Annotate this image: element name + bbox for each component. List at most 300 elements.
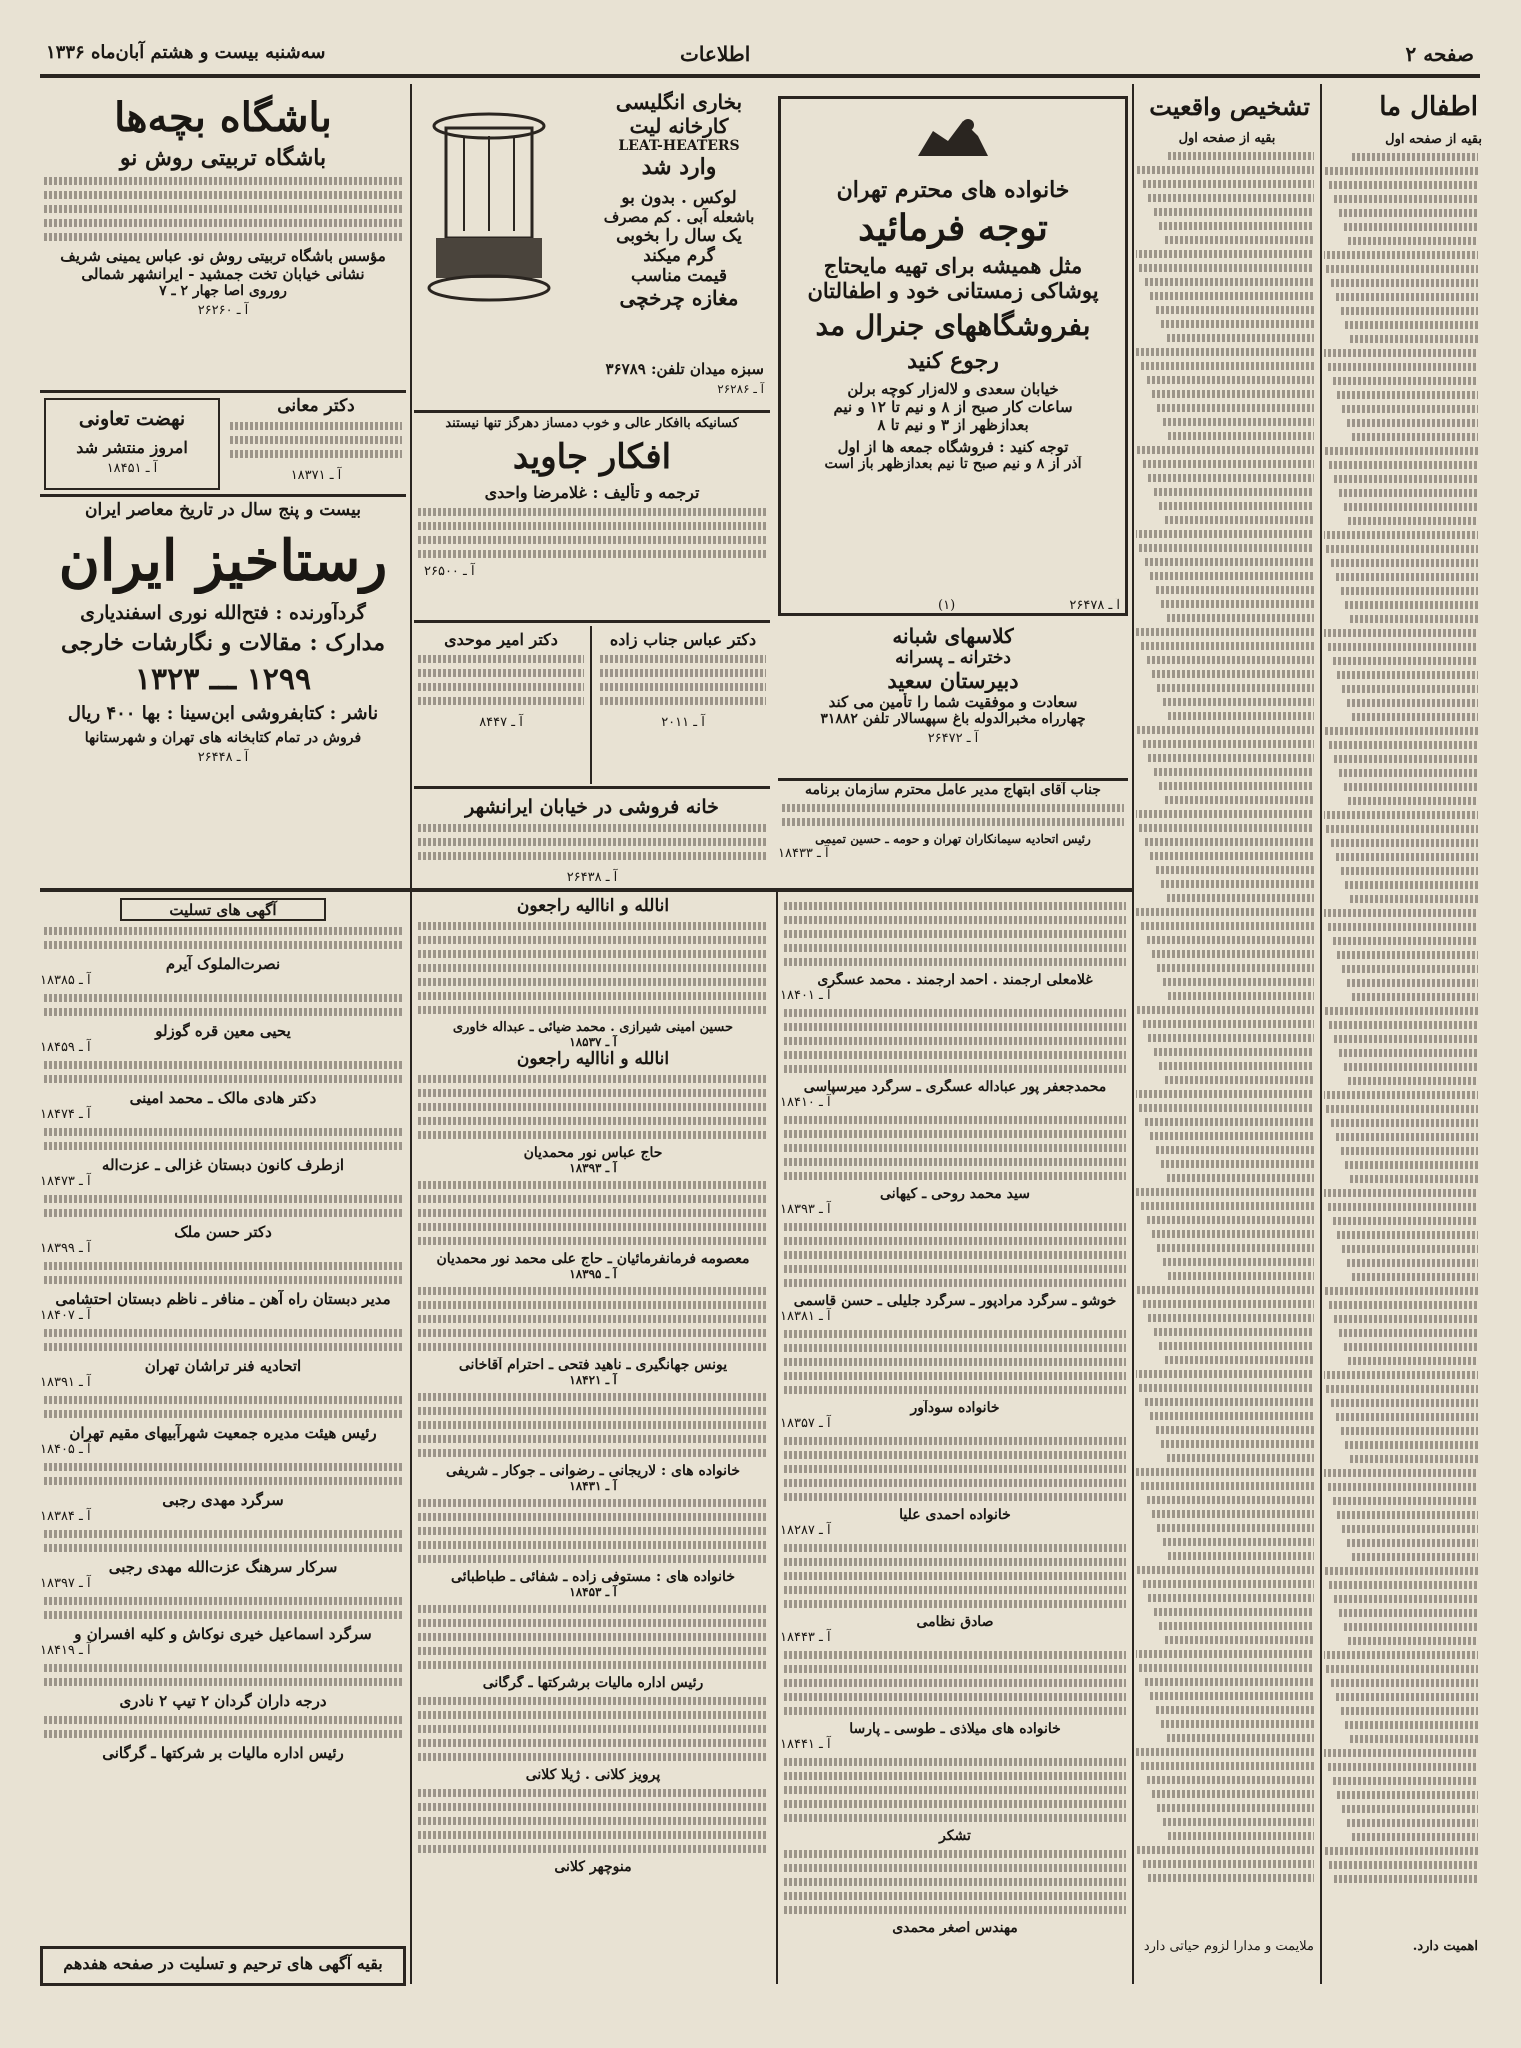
text-line [1326, 1105, 1478, 1113]
obituary-name: پرویز کلانی . ژیلا کلانی [525, 1767, 661, 1783]
text-line [1156, 586, 1314, 594]
text-line [1339, 209, 1478, 217]
text-line [1168, 432, 1314, 440]
section-title: آگهی های تسلیت [169, 901, 277, 919]
condolence-name: سرگرد اسماعیل خیری نوکاش و کلیه افسران و [74, 1625, 372, 1643]
column-rule [1320, 84, 1322, 1984]
text-line [1331, 1679, 1478, 1687]
text-line [1342, 1245, 1478, 1253]
text-line [1167, 1174, 1314, 1182]
text-line [1145, 1118, 1314, 1126]
text-line [1147, 376, 1314, 384]
text-line [1324, 1189, 1478, 1197]
condolence-item [40, 1061, 406, 1122]
ad-ref: آ ـ ۱۸۴۲۱ [569, 1373, 617, 1387]
ad-ref: آ ـ ۱۸۳۹۹ [40, 1241, 91, 1256]
ad-line: مدارک : مقالات و نگارشات خارجی [61, 630, 385, 656]
text-line [1139, 264, 1314, 272]
text-line [1156, 1706, 1314, 1714]
text-line [1154, 1608, 1314, 1616]
obituary-name: مهندس اصغر محمدی [892, 1920, 1018, 1936]
condolence-item [40, 1463, 406, 1524]
text-line [1137, 446, 1314, 454]
text-line [1352, 433, 1478, 441]
text-line [1161, 1440, 1314, 1448]
condolence-item [40, 1195, 406, 1256]
text-line [1141, 1202, 1314, 1210]
text-line [1148, 1874, 1314, 1882]
text-line [1326, 545, 1478, 553]
text-line [1168, 712, 1314, 720]
condolence-item [40, 1664, 406, 1710]
ad-line: رئیس اتحادیه سیمانکاران تهران و حومه ـ حسین تمیمی [815, 832, 1091, 846]
ad-ref: آ ـ ۱۸۳۸۵ [40, 973, 91, 988]
ad-ref: آ ـ ۱۸۴۵۳ [569, 1585, 617, 1599]
text-line [1352, 1553, 1478, 1561]
text-line [1329, 461, 1478, 469]
ad-line: وارد شد [641, 154, 717, 180]
condolence-name: مدیر دبستان راه آهن ـ منافر ـ ناظم دبستان احتشامی [55, 1290, 391, 1308]
ad-heater [414, 86, 770, 406]
text-line [1333, 657, 1478, 665]
condolence-item [40, 927, 406, 988]
text-line [1150, 292, 1314, 300]
continued-footer [40, 1946, 406, 1986]
condolence-column [40, 896, 406, 1986]
text-line [1154, 1328, 1314, 1336]
text-line [1324, 251, 1478, 259]
text-line [1145, 558, 1314, 566]
text-line [1352, 1273, 1478, 1281]
text-line [1345, 321, 1478, 329]
ad-headline: جناب آقای ابتهاج مدیر عامل محترم سازمان برنامه [805, 782, 1101, 798]
text-line [1344, 503, 1478, 511]
text-line [1348, 1637, 1478, 1645]
ad-ref: آ ـ ۱۸۴۱۹ [40, 1643, 91, 1658]
text-line [1154, 1048, 1314, 1056]
text-line [1157, 1524, 1314, 1532]
section-rule [40, 888, 1132, 892]
text-line [1152, 950, 1314, 958]
obituaries-middle [414, 896, 772, 1986]
text-line [1168, 1832, 1314, 1840]
text-line [1137, 1286, 1314, 1294]
ad-ref: آ ـ ۱۸۴۰۷ [40, 1308, 91, 1323]
header-rule [40, 74, 1480, 78]
condolence-list [40, 927, 406, 1762]
text-line [1339, 769, 1478, 777]
ad-line: سعادت و موفقیت شما را تأمین می کند [828, 693, 1078, 711]
ad-general-mode [778, 96, 1128, 616]
text-line [1341, 867, 1478, 875]
text-line [1329, 1301, 1478, 1309]
text-line [1148, 754, 1314, 762]
text-line [1165, 796, 1314, 804]
text-line [1136, 1748, 1314, 1756]
text-line [1168, 1272, 1314, 1280]
ad-line: توجه کنید : فروشگاه جمعه ها از اول [837, 438, 1069, 456]
text-line [1342, 405, 1478, 413]
obituary-name: خانواده های میلاذی ـ طوسی ـ پارسا [849, 1721, 1061, 1737]
text-line [1145, 838, 1314, 846]
obituary-name: خوشو ـ سرگرد مرادپور ـ سرگرد جلیلی ـ حسن قاسمی [793, 1293, 1117, 1309]
ad-line: خانواده های محترم تهران [836, 177, 1070, 203]
condolence-name: سرگرد مهدی رجبی [162, 1491, 284, 1509]
text-line [1141, 1762, 1314, 1770]
text-line [1161, 320, 1314, 328]
text-line [1145, 1678, 1314, 1686]
text-line [1159, 502, 1314, 510]
text-line [1143, 1580, 1314, 1588]
text-line [1137, 1006, 1314, 1014]
ad-ref-row [778, 598, 1128, 620]
text-line [1137, 1846, 1314, 1854]
ad-line: آذر از ۸ و نیم صبح تا نیم بعدازظهر باز است [824, 456, 1082, 472]
text-line [1154, 768, 1314, 776]
ad-ref: آ ـ ۱۸۴۰۱ [780, 988, 831, 1003]
text-line [1341, 1427, 1478, 1435]
text-line [1157, 1804, 1314, 1812]
text-line [1136, 1188, 1314, 1196]
text-line [1324, 1371, 1478, 1379]
text-line [1168, 152, 1314, 160]
text-line [1328, 643, 1478, 651]
text-line [1147, 936, 1314, 944]
condolence-name: درجه داران گردان ۲ تیپ ۲ نادری [119, 1692, 327, 1710]
text-line [1329, 181, 1478, 189]
text-line [1136, 1090, 1314, 1098]
article-end: ملایمت و مدارا لزوم حیاتی دارد [1143, 1939, 1314, 1954]
text-line [1148, 194, 1314, 202]
ad-ref: آ ـ ۲۶۲۸۶ [717, 382, 764, 396]
text-line [1152, 390, 1314, 398]
text-line [1333, 1217, 1478, 1225]
text-line [1148, 1314, 1314, 1322]
text-line [1165, 1636, 1314, 1644]
text-line [1163, 698, 1314, 706]
text-line [1345, 1441, 1478, 1449]
text-line [1337, 951, 1478, 959]
ad-headline: دکتر امیر موحدی [444, 630, 558, 649]
text-line [1352, 153, 1478, 161]
ad-headline: افکار جاوید [512, 437, 672, 477]
text-line [1137, 726, 1314, 734]
text-line [1324, 1749, 1478, 1757]
text-line [1325, 727, 1478, 735]
text-line [1337, 391, 1478, 399]
ad-ref: آ ـ ۱۸۲۸۷ [780, 1523, 831, 1538]
ad-ref: آ ـ ۱۸۴۷۴ [40, 1107, 91, 1122]
text-line [1336, 293, 1478, 301]
text-line [1326, 825, 1478, 833]
text-line [1334, 755, 1478, 763]
ad-headline: کلاسهای شبانه [892, 624, 1014, 648]
text-line [1324, 629, 1478, 637]
text-line [1350, 1455, 1478, 1463]
ad-ref: آ ـ ۱۸۳۸۴ [40, 1509, 91, 1524]
text-line [1165, 1076, 1314, 1084]
text-line [1136, 250, 1314, 258]
text-line [1345, 1721, 1478, 1729]
text-line [1136, 810, 1314, 818]
ad-headline: نهضت تعاونی [78, 408, 186, 430]
text-line [1345, 601, 1478, 609]
text-line [1350, 615, 1478, 623]
text-line [1324, 1651, 1478, 1659]
ad-ref: آ ـ ۲۶۴۷۸ [1069, 598, 1120, 613]
text-line [1347, 699, 1478, 707]
text-line [1325, 447, 1478, 455]
text-line [1347, 1819, 1478, 1827]
text-line [1139, 1104, 1314, 1112]
text-line [1136, 628, 1314, 636]
page-number: صفحه ۲ [1405, 42, 1474, 66]
ad-headline: دبیرستان سعید [887, 668, 1019, 693]
text-line [1150, 1132, 1314, 1140]
text-line [1150, 1692, 1314, 1700]
text-line [1341, 587, 1478, 595]
text-line [1339, 1329, 1478, 1337]
text-line [1324, 349, 1478, 357]
text-line [1324, 811, 1478, 819]
ad-line: فروش در تمام کتابخانه های تهران و شهرستانها [84, 730, 362, 746]
text-line [1325, 1007, 1478, 1015]
obituary-title: انالله و اناالیه راجعون [516, 896, 670, 916]
text-line [1145, 1398, 1314, 1406]
text-line [1328, 363, 1478, 371]
section-rule [40, 390, 406, 393]
ad-ref: آ ـ ۲۶۴۴۸ [197, 750, 249, 765]
text-line [1165, 236, 1314, 244]
ad-line: یک سال را بخوبی [616, 226, 742, 246]
ad-line: لوکس . بدون بو [621, 188, 737, 208]
text-line [1341, 1707, 1478, 1715]
text-line [1337, 1231, 1478, 1239]
column-rule [410, 84, 412, 1984]
text-line [1143, 1860, 1314, 1868]
ad-ref: آ ـ ۱۸۳۸۱ [780, 1309, 831, 1324]
section-rule [414, 410, 770, 413]
ad-ref: آ ـ ۱۸۳۹۱ [40, 1375, 91, 1390]
obituary-name: خانواده احمدی علیا [899, 1507, 1011, 1523]
text-line [1141, 1482, 1314, 1490]
ad-gratitude [778, 782, 1128, 886]
brand-logo [908, 111, 998, 171]
text-line [1137, 166, 1314, 174]
text-line [1325, 1847, 1478, 1855]
article-body [1324, 153, 1482, 1883]
text-line [1152, 1790, 1314, 1798]
ad-ref: آ ـ ۲۶۴۷۲ [927, 731, 979, 746]
obituary-name: معصومه فرمانفرمائیان ـ حاج علی محمد نور محمدیان [436, 1251, 750, 1267]
ad-line: باشگاه تربیتی روش نو [119, 145, 327, 171]
text-line [1324, 1091, 1478, 1099]
condolence-name: دکتر هادی مالک ـ محمد امینی [129, 1089, 317, 1107]
ad-ref: آ ـ ۱۸۴۱۰ [780, 1095, 831, 1110]
text-line [1341, 307, 1478, 315]
obituary-name: تشکر [939, 1828, 971, 1844]
text-line [1350, 1735, 1478, 1743]
text-line [1143, 460, 1314, 468]
section-rule [414, 786, 770, 789]
ad-book-rastakhiz [40, 500, 406, 884]
ad-ref: آ ـ ۲۰۱۱ [661, 715, 705, 730]
ad-line: بیست و پنج سال در تاریخ معاصر ایران [85, 500, 361, 520]
text-line [1325, 167, 1478, 175]
column-rule [776, 890, 778, 1984]
ad-evening-class [778, 624, 1128, 776]
text-line [1342, 1805, 1478, 1813]
ad-ref: آ ـ ۱۸۳۹۳ [780, 1202, 831, 1217]
text-line [1165, 516, 1314, 524]
ad-line: دخترانه ـ پسرانه [895, 648, 1011, 668]
text-line [1348, 797, 1478, 805]
text-line [1325, 1567, 1478, 1575]
text-line [1328, 923, 1478, 931]
text-line [1150, 572, 1314, 580]
text-line [1141, 642, 1314, 650]
ad-line: امروز منتشر شد [76, 438, 188, 457]
text-line [1136, 530, 1314, 538]
ad-line: LEAT-HEATERS [618, 138, 740, 154]
text-line [1161, 1720, 1314, 1728]
issue-date: سه‌شنبه بیست و هشتم آبان‌ماه ۱۳۳۶ [46, 42, 326, 63]
text-line [1348, 1357, 1478, 1365]
text-line [1339, 1609, 1478, 1617]
text-line [1337, 1511, 1478, 1519]
text-line [1163, 418, 1314, 426]
ad-number: (۱) [938, 598, 956, 613]
obituary-title: انالله و اناالیه راجعون [516, 1049, 670, 1069]
text-line [1333, 377, 1478, 385]
ad-headline: دکتر معانی [277, 396, 355, 416]
article-end: اهمیت دارد. [1412, 1939, 1478, 1954]
obituary-name: یونس جهانگیری ـ ناهید فتحی ـ احترام آقاخانی [458, 1357, 728, 1373]
text-line [1344, 1623, 1478, 1631]
ad-ref: آ ـ ۲۶۴۳۸ [566, 870, 618, 885]
ad-line: ناشر : کتابفروشی ابن‌سینا : بها ۴۰۰ ریال [67, 703, 379, 724]
text-line [1156, 306, 1314, 314]
text-line [1145, 278, 1314, 286]
text-line [1159, 1342, 1314, 1350]
text-line [1331, 279, 1478, 287]
ad-ref: آ ـ ۲۶۵۰۰ [424, 564, 475, 579]
obituary-name: محمدجعفر پور عباداله عسگری ـ سرگرد میرسپاسی [803, 1079, 1107, 1095]
text-line [1167, 334, 1314, 342]
text-line [1161, 880, 1314, 888]
text-line [1139, 824, 1314, 832]
text-line [1147, 1496, 1314, 1504]
article-body [1136, 152, 1318, 1882]
obituary-name: منوچهر کلانی [554, 1859, 632, 1875]
text-line [1334, 1595, 1478, 1603]
obituary-name: رئیس اداره مالیات برشرکتها ـ گرگانی [482, 1675, 704, 1691]
continued-note: بقیه از صفحه اول [1178, 131, 1276, 146]
condolence-name: نصرت‌الملوک آیرم [165, 955, 281, 973]
page-header [40, 34, 1480, 74]
ad-line: نشانی خیابان تخت جمشید - ایرانشهر شمالی [81, 265, 365, 283]
text-line [1326, 1385, 1478, 1393]
text-line [1348, 517, 1478, 525]
text-line [1344, 1343, 1478, 1351]
text-line [1329, 1021, 1478, 1029]
text-line [1157, 964, 1314, 972]
text-line [1159, 782, 1314, 790]
ad-line: ترجمه و تألیف : غلامرضا واحدی [484, 483, 700, 502]
text-line [1344, 783, 1478, 791]
ad-line: مثل همیشه برای تهیه مایحتاج [823, 253, 1083, 278]
ad-doctors [414, 626, 770, 784]
text-line [1333, 937, 1478, 945]
condolence-item [40, 1396, 406, 1457]
ad-doctor-maani [226, 396, 406, 492]
section-rule [40, 494, 406, 497]
obituary-name: غلامعلی ارجمند . احمد ارجمند . محمد عسگری [817, 972, 1093, 988]
ad-line: بخاری انگلیسی [615, 90, 743, 114]
text-line [1167, 1454, 1314, 1462]
text-line [1148, 474, 1314, 482]
text-line [1329, 741, 1478, 749]
text-line [1325, 1287, 1478, 1295]
ad-ref: آ ـ ۱۸۴۰۵ [40, 1442, 91, 1457]
text-line [1161, 1160, 1314, 1168]
text-line [1337, 671, 1478, 679]
obituary-name: خانواده های : مستوفی زاده ـ شفائی ـ طباطبائی [451, 1569, 735, 1585]
ad-line: گرم میکند [643, 246, 715, 266]
text-line [1324, 909, 1478, 917]
text-line [1326, 1665, 1478, 1673]
text-line [1136, 908, 1314, 916]
text-line [1167, 614, 1314, 622]
condolence-name: دکتر حسن ملک [174, 1223, 272, 1241]
text-line [1165, 1356, 1314, 1364]
text-line [1341, 1147, 1478, 1155]
text-line [1350, 895, 1478, 903]
text-line [1336, 1693, 1478, 1701]
text-line [1161, 600, 1314, 608]
ad-ref: آ ـ ۱۸۴۳۳ [778, 846, 829, 861]
ad-ref: آ ـ ۱۸۴۵۹ [40, 1040, 91, 1055]
ad-nehzat [44, 398, 220, 490]
text-line [1329, 1861, 1478, 1869]
obituary-name: حاج عباس نور محمدیان [523, 1145, 663, 1161]
text-line [1347, 419, 1478, 427]
text-line [1324, 1469, 1478, 1477]
text-line [1324, 531, 1478, 539]
text-line [1334, 1315, 1478, 1323]
text-line [1139, 1664, 1314, 1672]
text-line [1163, 978, 1314, 986]
ad-ref: آ ـ ۸۴۴۷ [479, 715, 523, 730]
ad-ref: آ ـ ۲۶۲۶۰ [197, 303, 249, 318]
text-line [1167, 894, 1314, 902]
condolence-item [40, 1329, 406, 1390]
text-line [1168, 992, 1314, 1000]
ad-line: رجوع کنید [907, 348, 999, 374]
text-line [1147, 656, 1314, 664]
text-line [1156, 866, 1314, 874]
condolence-item [40, 1128, 406, 1189]
obituary-name: سید محمد روحی ـ کیهانی [880, 1186, 1030, 1202]
paper-name: اطلاعات [680, 42, 751, 66]
ad-ref: آ ـ ۱۸۴۵۱ [106, 461, 158, 476]
text-line [1152, 1510, 1314, 1518]
text-line [1163, 1538, 1314, 1546]
ad-line: مغازه چرخچی [619, 286, 739, 310]
ad-line: ساعات کار صبح از ۸ و نیم تا ۱۲ و نیم [833, 398, 1073, 416]
text-line [1345, 1161, 1478, 1169]
text-line [1348, 1077, 1478, 1085]
